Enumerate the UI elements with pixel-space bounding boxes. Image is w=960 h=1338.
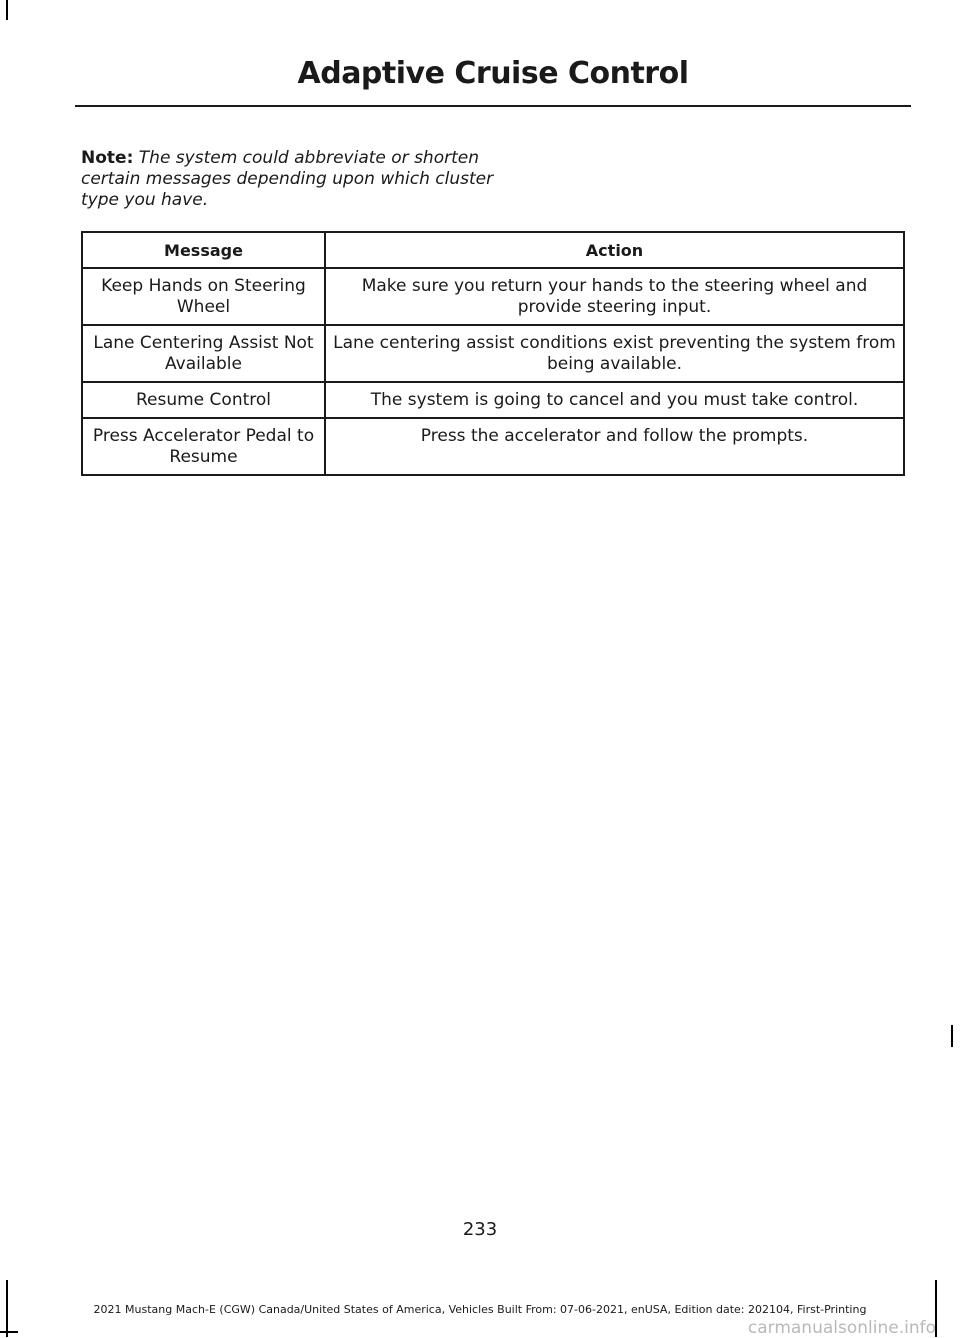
action-cell: Press the accelerator and follow the prompts. xyxy=(325,418,904,475)
messages-table xyxy=(81,231,905,476)
page-number: 233 xyxy=(462,1219,498,1240)
table-row xyxy=(82,325,904,382)
header-action: Action xyxy=(325,232,904,268)
crop-mark-top-left xyxy=(6,0,8,20)
table-row xyxy=(82,418,904,475)
crop-mark-bottom-left-h xyxy=(0,1331,18,1333)
message-cell: Press Accelerator Pedal to Resume xyxy=(82,418,325,475)
page-title: Adaptive Cruise Control xyxy=(297,56,689,91)
message-cell: Lane Centering Assist Not Available xyxy=(82,325,325,382)
note-text: The system could abbreviate or shorten certain messages depending upon which cluster type you have. xyxy=(81,148,494,210)
header-message: Message xyxy=(82,232,325,268)
watermark: carmanualsonline.info xyxy=(747,1318,936,1338)
note-label: Note: xyxy=(81,148,134,168)
note-paragraph xyxy=(81,148,501,211)
action-cell: The system is going to cancel and you must take control. xyxy=(325,382,904,418)
footer-text: 2021 Mustang Mach-E (CGW) Canada/United States of America, Vehicles Built From: 07-06-2021, enUSA, Edition date: 202104, First-Printing xyxy=(93,1303,867,1316)
message-cell: Resume Control xyxy=(82,382,325,418)
table-row xyxy=(82,268,904,325)
action-cell: Make sure you return your hands to the steering wheel and provide steering input. xyxy=(325,268,904,325)
action-cell: Lane centering assist conditions exist preventing the system from being available. xyxy=(325,325,904,382)
table-header-row xyxy=(82,232,904,268)
table-row xyxy=(82,382,904,418)
message-cell: Keep Hands on Steering Wheel xyxy=(82,268,325,325)
crop-mark-right xyxy=(951,1025,953,1047)
header-divider xyxy=(75,105,911,107)
